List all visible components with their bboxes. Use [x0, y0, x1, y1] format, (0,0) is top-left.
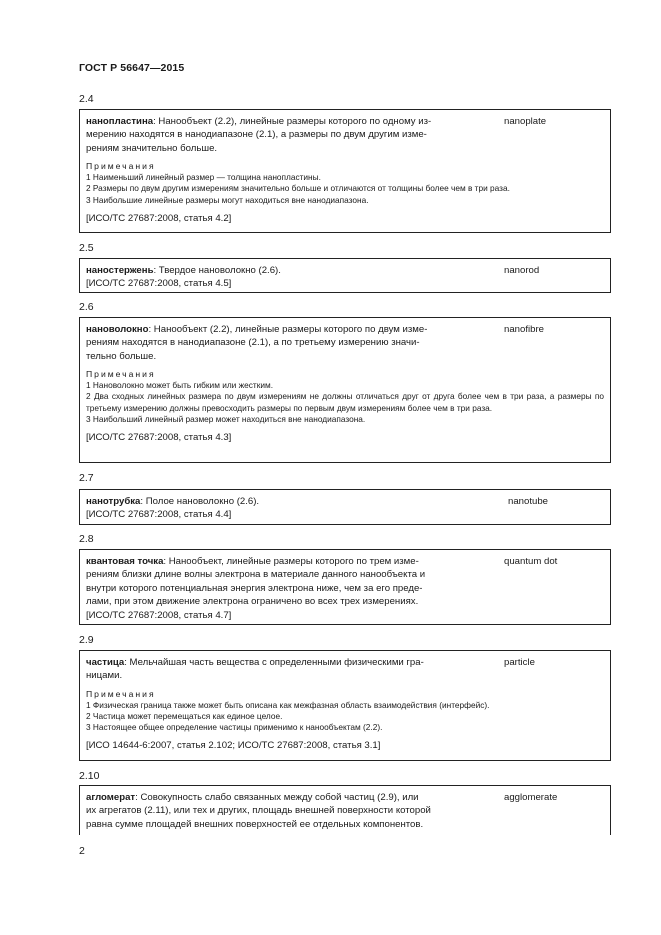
- note-item: 3 Наибольший линейный размер может находиться вне нанодиапазона.: [86, 413, 366, 424]
- source-reference: [ИСО/ТС 27687:2008, статья 4.2]: [86, 212, 232, 224]
- term-entry-box: [79, 785, 611, 835]
- term-entry-box: [79, 650, 611, 761]
- definition: нанотрубка: Полое нановолокно (2.6).: [86, 496, 260, 507]
- definition: квантовая точка: Нанообъект, линейные размеры которого по трем изме- рениям близки длине волны электрона в материале данного нанообъекта и внутри которого потенциальная энергия электрона ниже, чем за его преде- лами, при этом движение электрона ограничено во всех трех измерениях.: [86, 556, 426, 608]
- notes: [86, 161, 604, 205]
- note-item: 1 Нановолокно может быть гибким или жестким.: [86, 380, 273, 391]
- english-term: particle: [504, 657, 535, 668]
- english-term: nanofibre: [504, 324, 545, 335]
- term-entry-box: [79, 258, 611, 293]
- definition: нанопластина: Нанообъект (2.2), линейные размеры которого по одному из- мерению находятся в нанодиапазоне (2.1), а размеры по двум другим изме- рениям значительно больше.: [86, 116, 432, 154]
- definition: нановолокно: Нанообъект (2.2), линейные размеры которого по двум изме- рениям находятся в нанодиапазоне (2.1), а по третьему измерению значи- тельно больше.: [86, 324, 428, 362]
- entry-number: 2.8: [79, 533, 94, 545]
- term-entry-box: [79, 489, 611, 525]
- source-reference: [ИСО/ТС 27687:2008, статья 4.7]: [86, 609, 232, 621]
- term-entry-box: [79, 317, 611, 463]
- entry-number: 2.10: [79, 770, 100, 782]
- entry-number: 2.4: [79, 93, 94, 105]
- document-header: ГОСТ Р 56647—2015: [79, 62, 185, 74]
- term: частица: [86, 657, 125, 668]
- page-number: 2: [79, 845, 85, 857]
- note-item: 2 Частица может перемещаться как единое целое.: [86, 711, 283, 721]
- term: агломерат: [86, 792, 136, 803]
- english-term: agglomerate: [504, 792, 558, 803]
- source-reference: [ИСО 14644-6:2007, статья 2.102; ИСО/ТС 27687:2008, статья 3.1]: [86, 740, 381, 752]
- source-reference: [ИСО/ТС 27687:2008, статья 4.5]: [86, 278, 232, 290]
- note-item: 3 Наибольшие линейные размеры могут находиться вне нанодиапазона.: [86, 194, 369, 205]
- definition: частица: Мельчайшая часть вещества с определенными физическими гра- ницами.: [86, 657, 424, 682]
- note-item: 2 Размеры по двум другим измерениям значительно больше и отличаются от толщины более чем в три раза.: [86, 183, 510, 194]
- entry-number: 2.5: [79, 242, 94, 254]
- english-term: nanorod: [504, 265, 540, 276]
- english-term: nanoplate: [504, 116, 547, 127]
- source-reference: [ИСО/ТС 27687:2008, статья 4.3]: [86, 431, 232, 443]
- entry-number: 2.9: [79, 634, 94, 646]
- source-reference: [ИСО/ТС 27687:2008, статья 4.4]: [86, 509, 232, 521]
- definition: агломерат: Совокупность слабо связанных между собой частиц (2.9), или их агрегатов (2.11), или тех и других, площадь внешней поверхности которой равна сумме площадей внешних поверхностей ее отдельных компонентов.: [86, 792, 431, 830]
- definition: наностержень: Твердое нановолокно (2.6).: [86, 265, 281, 276]
- term-entry-box: [79, 109, 611, 233]
- term: нановолокно: [86, 324, 149, 335]
- term: квантовая точка: [86, 556, 164, 567]
- notes-heading: Примечания: [86, 161, 156, 172]
- note-item: 2 Два сходных линейных размера по двум измерениям не должны отличаться друг от друга более чем в три раза, а размеры по третьему измерению должны превосходить размеры по первым двум измерениям более чем в три раза.: [86, 391, 604, 413]
- notes-heading: Примечания: [86, 369, 156, 380]
- entry-number: 2.6: [79, 301, 94, 313]
- term: наностержень: [86, 265, 154, 276]
- english-term: quantum dot: [504, 556, 558, 567]
- note-item: 3 Настоящее общее определение частицы применимо к нанообъектам (2.2).: [86, 722, 383, 733]
- entry-number: 2.7: [79, 472, 94, 484]
- note-item: 1 Наименьший линейный размер — толщина нанопластины.: [86, 172, 321, 183]
- notes: [86, 689, 604, 733]
- english-term: nanotube: [508, 496, 549, 507]
- notes: [86, 369, 604, 424]
- notes-heading: Примечания: [86, 688, 156, 699]
- term-entry-box: [79, 549, 611, 625]
- note-item: 1 Физическая граница также может быть описана как межфазная область взаимодействия (интерфейс).: [86, 699, 490, 710]
- term: нанопластина: [86, 116, 154, 127]
- term: нанотрубка: [86, 496, 141, 507]
